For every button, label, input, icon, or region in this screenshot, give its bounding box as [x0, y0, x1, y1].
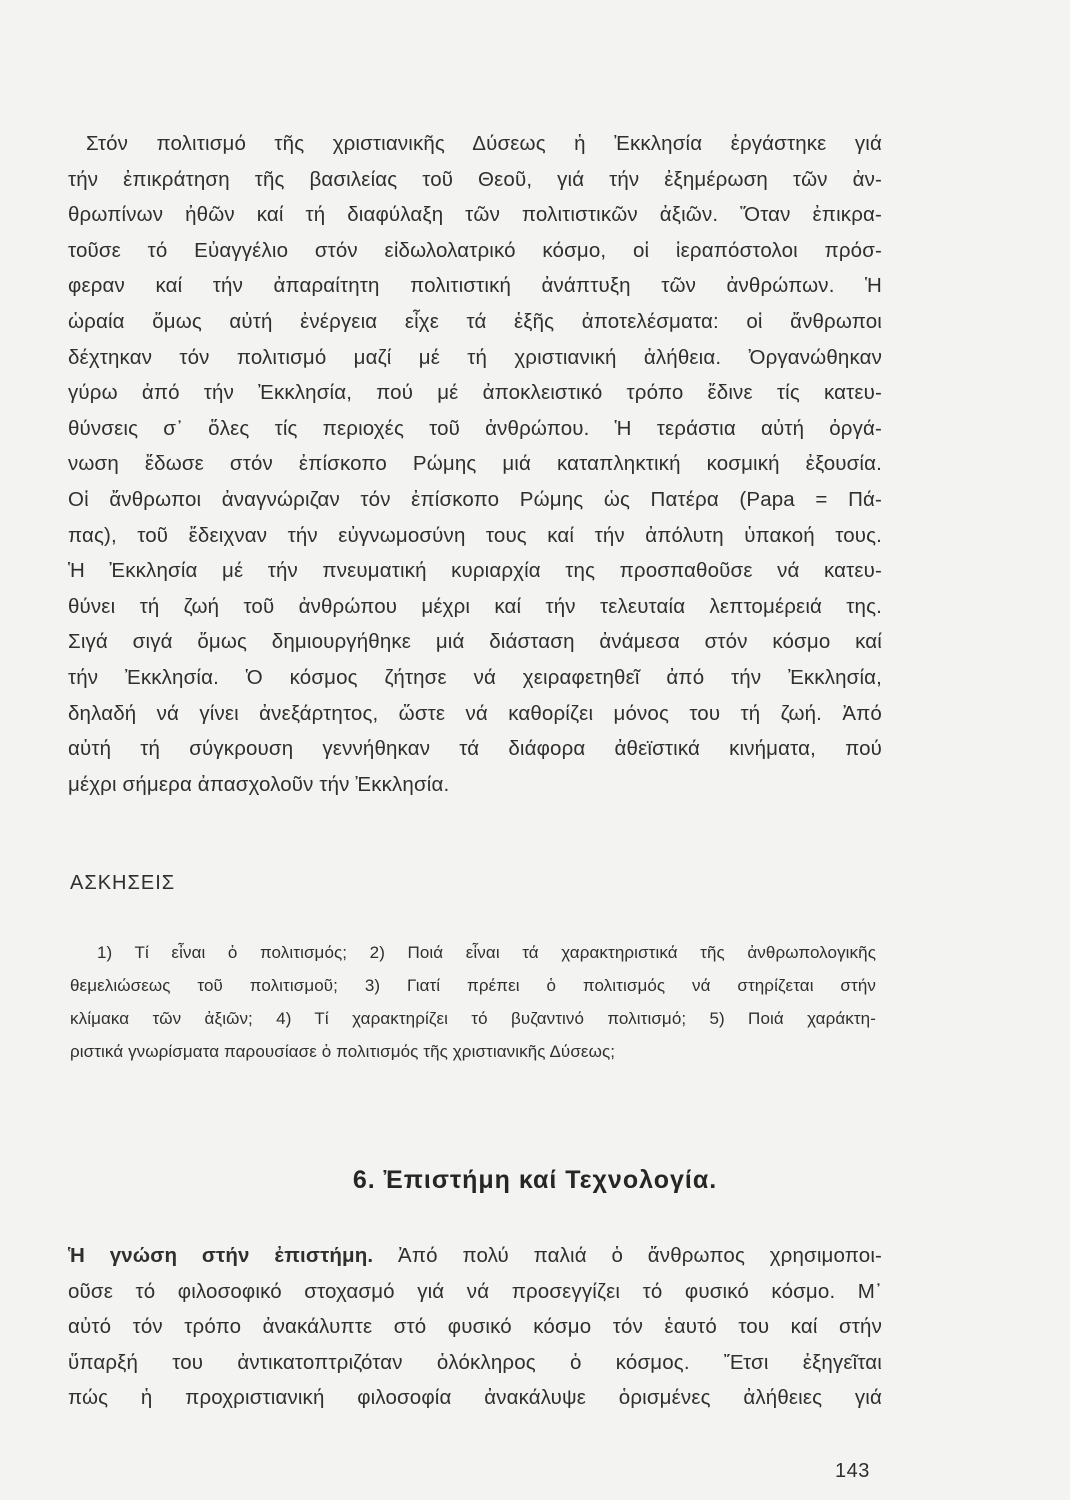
text-line: δηλαδή νά γίνει ἀνεξάρτητος, ὥστε νά καθορίζει μόνος του τή ζωή. Ἀπό	[68, 701, 882, 725]
text-line: αὐτό τόν τρόπο ἀνακάλυπτε στό φυσικό κόσμο τόν ἑαυτό του καί στήν	[68, 1315, 882, 1339]
exercise-line: θεμελιώσεως τοῦ πολιτισμοῦ; 3) Γιατί πρέπει ὁ πολιτισμός νά στηρίζεται στήν	[70, 976, 876, 995]
text-line: θύνει τή ζωή τοῦ ἀνθρώπου μέχρι καί τήν τελευταία λεπτομέρειά της.	[68, 594, 882, 618]
section-title: 6. Ἐπιστήμη καί Τεχνολογία.	[352, 1166, 718, 1194]
text-line: Οἱ ἄνθρωποι ἀναγνώριζαν τόν ἐπίσκοπο Ρώμης ὡς Πατέρα (Papa = Πά-	[68, 487, 882, 511]
paragraph-knowledge-in-science	[68, 1238, 882, 1416]
text-run: Ἀπό πολύ παλιά ὁ ἄνθρωπος χρησιμοποι-	[373, 1244, 883, 1267]
text-line: Στόν πολιτισμό τῆς χριστιανικῆς Δύσεως ἡ Ἐκκλησία ἐργάστηκε γιά	[86, 132, 882, 155]
text-line: θύνσεις σ᾽ ὅλες τίς περιοχές τοῦ ἀνθρώπου. Ἡ τεράστια αὐτή ὀργά-	[68, 416, 882, 440]
exercise-line: κλίμακα τῶν ἀξιῶν; 4) Τί χαρακτηρίζει τό βυζαντινό πολιτισμό; 5) Ποιά χαράκτη-	[70, 1009, 876, 1028]
text-line: γύρω ἀπό τήν Ἐκκλησία, πού μέ ἀποκλειστικό τρόπο ἔδινε τίς κατευ-	[68, 381, 882, 405]
exercises-heading: ΑΣΚΗΣΕΙΣ	[70, 872, 176, 894]
section-subheading: Ἡ γνώση στήν ἐπιστήμη.	[68, 1244, 374, 1267]
text-line	[68, 1238, 882, 1274]
text-line: πας), τοῦ ἔδειχναν τήν εὐγνωμοσύνη τους καί τήν ἀπόλυτη ὑπακοή τους.	[68, 523, 882, 547]
text-line: ὕπαρξή του ἀντικατοπτριζόταν ὁλόκληρος ὁ κόσμος. Ἔτσι ἐξηγεῖται	[68, 1350, 882, 1374]
text-line: φεραν καί τήν ἀπαραίτητη πολιτιστική ἀνάπτυξη τῶν ἀνθρώπων. Ἡ	[68, 274, 882, 298]
text-line: τοῦσε τό Εὐαγγέλιο στόν εἰδωλολατρικό κόσμο, οἱ ἱεραπόστολοι πρόσ-	[68, 238, 882, 262]
text-line: δέχτηκαν τόν πολιτισμό μαζί μέ τή χριστιανική ἀλήθεια. Ὀργανώθηκαν	[68, 345, 882, 369]
exercise-line: 1) Τί εἶναι ὁ πολιτισμός; 2) Ποιά εἶναι τά χαρακτηριστικά τῆς ἀνθρωπολογικῆς	[97, 943, 876, 962]
text-line: νωση ἔδωσε στόν ἐπίσκοπο Ρώμης μιά καταπληκτική κοσμική ἐξουσία.	[68, 452, 882, 476]
text-line: μέχρι σήμερα ἀπασχολοῦν τήν Ἐκκλησία.	[68, 772, 450, 796]
paragraph-christian-west	[68, 126, 882, 802]
text-line: τήν Ἐκκλησία. Ὁ κόσμος ζήτησε νά χειραφετηθεῖ ἀπό τήν Ἐκκλησία,	[68, 665, 882, 689]
text-line: πώς ἡ προχριστιανική φιλοσοφία ἀνακάλυψε ὁρισμένες ἀλήθειες γιά	[68, 1386, 882, 1410]
exercise-line: ριστικά γνωρίσματα παρουσίασε ὁ πολιτισμός τῆς χριστιανικῆς Δύσεως;	[70, 1042, 616, 1061]
text-line: Ἡ Ἐκκλησία μέ τήν πνευματική κυριαρχία της προσπαθοῦσε νά κατευ-	[68, 559, 882, 583]
page-number: 143	[835, 1460, 870, 1482]
text-line: τήν ἐπικράτηση τῆς βασιλείας τοῦ Θεοῦ, γιά τήν ἐξημέρωση τῶν ἀν-	[68, 167, 882, 191]
text-line: οῦσε τό φιλοσοφικό στοχασμό γιά νά προσεγγίζει τό φυσικό κόσμο. Μ᾽	[68, 1279, 882, 1303]
exercises-block	[70, 936, 876, 1068]
text-line: Σιγά σιγά ὅμως δημιουργήθηκε μιά διάσταση ἀνάμεσα στόν κόσμο καί	[68, 630, 882, 654]
text-line: ὡραία ὅμως αὐτή ἐνέργεια εἶχε τά ἑξῆς ἀποτελέσματα: οἱ ἄνθρωποι	[68, 309, 882, 333]
text-line: θρωπίνων ἠθῶν καί τή διαφύλαξη τῶν πολιτιστικῶν ἀξιῶν. Ὅταν ἐπικρα-	[68, 203, 882, 227]
text-line: αὐτή τή σύγκρουση γεννήθηκαν τά διάφορα ἀθεϊστικά κινήματα, πού	[68, 737, 882, 761]
